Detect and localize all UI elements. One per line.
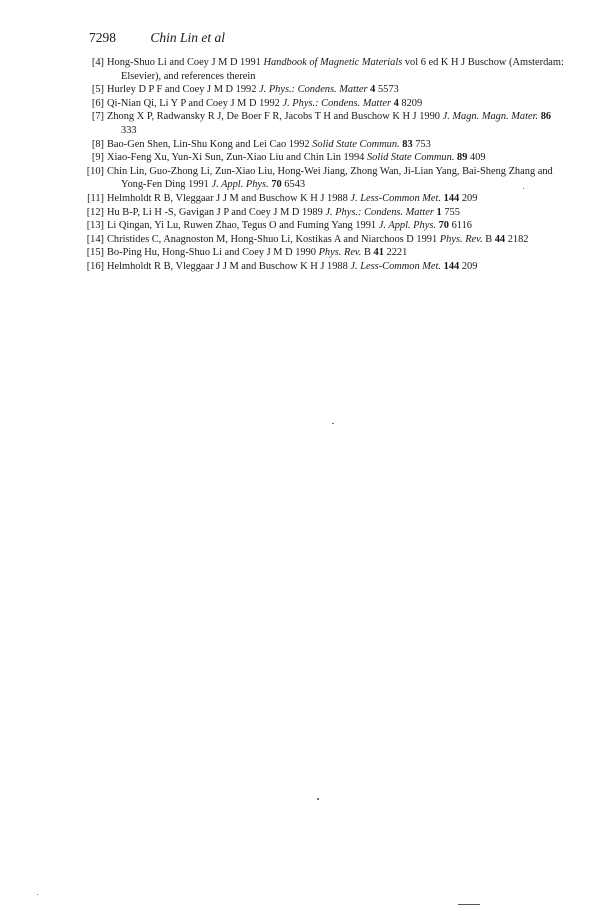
- reference-number: [8]: [91, 138, 104, 150]
- reference-list: [80, 56, 580, 274]
- reference-number: [11]: [87, 192, 104, 204]
- reference-volume: 83: [402, 138, 413, 150]
- reference-journal: Handbook of Magnetic Materials: [263, 57, 403, 68]
- reference-details: B: [482, 233, 495, 245]
- reference-authors: Zhong X P, Radwansky R J, De Boer F R, Jacobs T H and Buschow K H J 1990: [107, 111, 443, 123]
- reference-authors: Hurley D P F and Coey J M D 1992: [107, 84, 260, 96]
- reference-item: [80, 192, 580, 206]
- reference-item: [80, 260, 580, 274]
- reference-authors: Li Qingan, Yi Lu, Ruwen Zhao, Tegus O and Fuming Yang 1991: [107, 220, 379, 232]
- reference-page: 409: [467, 152, 486, 164]
- reference-authors: Helmholdt R B, Vleggaar J J M and Buschow K H J 1988: [107, 192, 351, 204]
- reference-item: [80, 165, 580, 192]
- reference-volume: 144: [443, 192, 460, 204]
- reference-authors: Bo-Ping Hu, Hong-Shuo Li and Coey J M D 1990: [107, 247, 319, 259]
- reference-number: [16]: [86, 260, 104, 272]
- reference-volume: 70: [271, 179, 282, 191]
- reference-item: [80, 110, 580, 137]
- reference-number: [5]: [91, 84, 104, 96]
- reference-page: 5573: [375, 84, 399, 96]
- reference-authors: Hu B-P, Li H -S, Gavigan J P and Coey J M D 1989: [107, 206, 326, 218]
- reference-journal: Solid State Commun.: [312, 138, 400, 150]
- page-number: 7298: [89, 30, 116, 45]
- reference-number: [9]: [91, 152, 104, 164]
- reference-volume: 86: [540, 111, 552, 123]
- reference-number: [15]: [86, 247, 104, 259]
- reference-page: 6543: [281, 179, 306, 191]
- reference-number: [12]: [86, 206, 104, 218]
- reference-item: [80, 233, 580, 247]
- reference-page: 753: [412, 138, 431, 150]
- reference-journal: J. Appl. Phys.: [378, 220, 436, 232]
- reference-page: 6116: [448, 220, 472, 232]
- reference-authors: Qi-Nian Qi, Li Y P and Coey J M D 1992: [107, 97, 283, 109]
- reference-authors: Hong-Shuo Li and Coey J M D 1991: [107, 57, 264, 68]
- reference-page: 2221: [383, 247, 408, 259]
- reference-page: 209: [459, 260, 478, 272]
- reference-page: 2182: [505, 233, 529, 245]
- scan-artifact-line: [458, 904, 480, 905]
- reference-volume: 4: [393, 97, 399, 109]
- reference-authors: Xiao-Feng Xu, Yun-Xi Sun, Zun-Xiao Liu and Chin Lin 1994: [107, 152, 367, 164]
- reference-number: [4]: [91, 57, 104, 68]
- reference-number: [10]: [86, 165, 104, 177]
- reference-volume: 41: [373, 247, 384, 259]
- scan-speck: [317, 798, 319, 800]
- reference-journal: J. Phys.: Condens. Matter: [259, 84, 368, 96]
- running-title: Chin Lin et al: [150, 30, 226, 45]
- reference-volume: 144: [443, 260, 460, 272]
- reference-authors: Christides C, Anagnoston M, Hong-Shuo Li, Kostikas A and Niarchoos D 1991: [107, 233, 440, 245]
- reference-journal: J. Phys.: Condens. Matter: [282, 97, 391, 109]
- reference-authors: Chin Lin, Guo-Zhong Li, Zun-Xiao Liu, Hong-Wei Jiang, Zhong Wan, Ji-Lian Yang, Bai-Sheng Zhang and: [107, 165, 553, 177]
- reference-item: [80, 138, 580, 152]
- reference-item: [80, 97, 580, 111]
- reference-journal: Phys. Rev.: [439, 233, 483, 245]
- reference-number: [14]: [86, 233, 104, 245]
- reference-number: [13]: [86, 220, 104, 232]
- reference-page: 8209: [398, 97, 423, 109]
- reference-continuation-authors: Yong-Fen Ding 1991: [121, 179, 212, 191]
- reference-details: B: [361, 247, 374, 259]
- reference-volume: 4: [370, 84, 376, 96]
- reference-item: [80, 219, 580, 233]
- reference-journal: J. Appl. Phys.: [211, 179, 269, 191]
- reference-item: [80, 56, 580, 83]
- reference-journal: Phys. Rev.: [318, 247, 362, 259]
- reference-journal: J. Phys.: Condens. Matter: [325, 206, 434, 218]
- reference-continuation: [107, 178, 580, 192]
- reference-item: [80, 206, 580, 220]
- reference-journal: J. Less-Common Met.: [350, 260, 442, 272]
- reference-continuation: Elsevier), and references therein: [121, 70, 256, 82]
- reference-volume: 70: [438, 220, 449, 232]
- scan-speck: [332, 423, 334, 424]
- reference-number: [7]: [91, 111, 104, 123]
- reference-journal: J. Less-Common Met.: [350, 192, 442, 204]
- reference-item: [80, 83, 580, 97]
- reference-continuation: 333: [121, 124, 137, 136]
- page-header: [89, 30, 225, 46]
- reference-details: vol 6 ed K H J Buschow (Amsterdam:: [402, 57, 564, 68]
- reference-authors: Helmholdt R B, Vleggaar J J M and Buschow K H J 1988: [107, 260, 351, 272]
- reference-volume: 89: [457, 152, 468, 164]
- reference-volume: 44: [494, 233, 506, 245]
- reference-number: [6]: [91, 97, 104, 109]
- reference-journal: J. Magn. Magn. Mater.: [442, 111, 539, 123]
- reference-authors: Bao-Gen Shen, Lin-Shu Kong and Lei Cao 1992: [107, 138, 313, 150]
- scan-speck: [523, 188, 524, 189]
- reference-item: [80, 246, 580, 260]
- reference-journal: Solid State Commun.: [366, 152, 455, 164]
- reference-item: [80, 151, 580, 165]
- reference-page: 755: [441, 206, 460, 218]
- scan-speck: [37, 894, 38, 895]
- reference-page: 209: [459, 192, 478, 204]
- reference-volume: 1: [436, 206, 442, 218]
